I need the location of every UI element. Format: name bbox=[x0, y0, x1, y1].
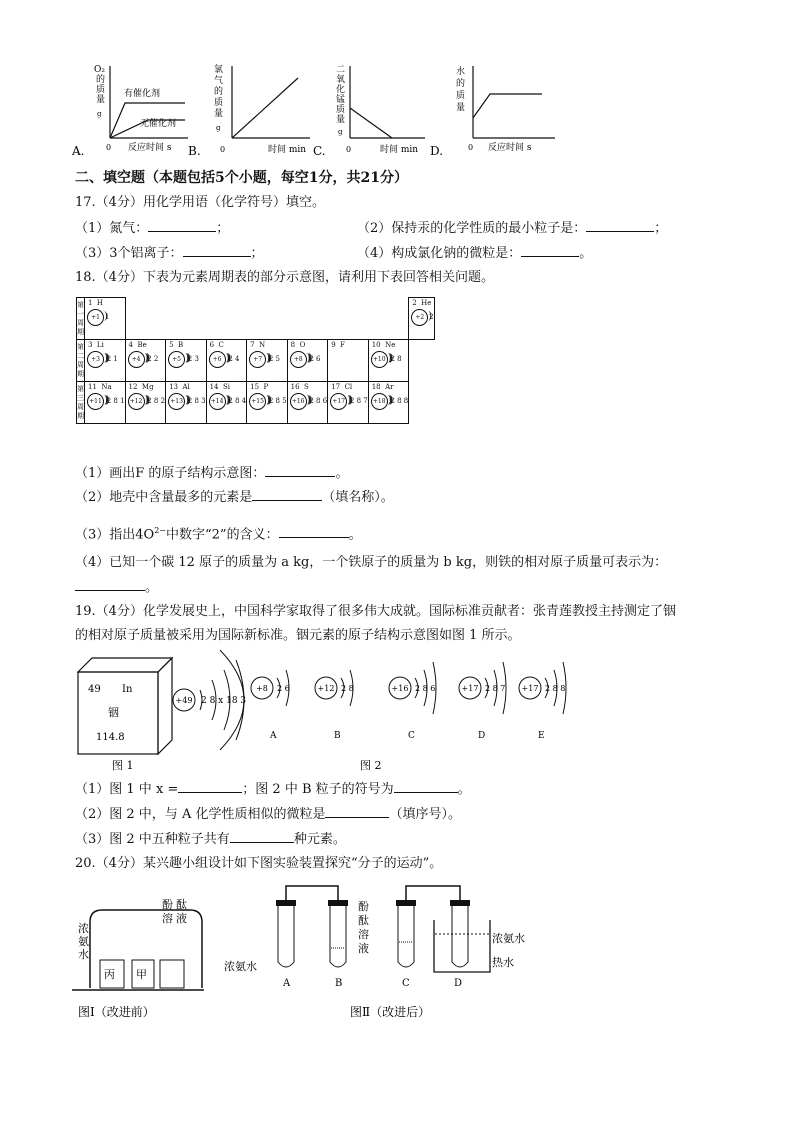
q17-part4 bbox=[357, 244, 592, 263]
svg-text:B: B bbox=[335, 978, 343, 989]
graph-b-origin: 0 bbox=[220, 145, 226, 154]
graph-a-curve2: 无催化剂 bbox=[140, 119, 177, 129]
card-symbol: In bbox=[122, 684, 133, 695]
particle-c bbox=[389, 662, 436, 741]
q19-part2: （2）图 2 中，与 A 化学性质相似的微粒是 （填序号）。 bbox=[75, 807, 461, 822]
q17-part3 bbox=[75, 244, 264, 263]
svg-text:2 8: 2 8 bbox=[341, 684, 354, 693]
graph-d-xlabel: 反应时间 s bbox=[488, 143, 532, 153]
svg-text:2 8 6: 2 8 6 bbox=[415, 684, 436, 693]
q17-p4-blank[interactable] bbox=[521, 244, 579, 257]
graph-d-ylabel-3: 量 bbox=[456, 103, 466, 113]
q18-p3-blank[interactable] bbox=[279, 525, 349, 538]
periodic-table bbox=[76, 297, 435, 424]
svg-text:E: E bbox=[538, 731, 545, 741]
svg-text:+12: +12 bbox=[317, 684, 335, 693]
card-number: 49 bbox=[88, 684, 101, 695]
graph-b-xlabel: 时间 min bbox=[268, 145, 307, 155]
svg-text:D: D bbox=[478, 731, 486, 741]
q18-part3: （3）指出$4O^{2-}$中数字“2”的含义： 。 bbox=[75, 526, 362, 543]
svg-text:C: C bbox=[408, 731, 415, 741]
graph-c-ylabel-1: 氧 bbox=[336, 75, 346, 85]
svg-text:酞: 酞 bbox=[176, 898, 187, 911]
fig2-apparatus-caption: 图Ⅱ（改进后） bbox=[350, 1005, 431, 1019]
q19-similar-blank[interactable] bbox=[325, 805, 389, 818]
particle-e bbox=[519, 662, 566, 741]
graph-d-ylabel-1: 的 bbox=[456, 79, 466, 89]
particle-b bbox=[315, 670, 354, 741]
svg-text:+17: +17 bbox=[461, 684, 479, 693]
svg-text:+16: +16 bbox=[391, 684, 409, 693]
element-na: 11 Na +11 )))2 8 1 bbox=[85, 382, 126, 424]
q19-part1: （1）图 1 中 x = ；图 2 中 B 粒子的符号为 。 bbox=[75, 782, 471, 797]
fig1-caption: 图 1 bbox=[112, 759, 134, 772]
graph-c-ylabel-2: 化 bbox=[336, 85, 346, 95]
element-c: 6 C +6 )))2 4 bbox=[206, 340, 247, 382]
element-he: 2 He +2 )2 bbox=[409, 298, 434, 340]
q18-p1-blank[interactable] bbox=[265, 464, 335, 477]
graph-a-ylabel-4: g bbox=[97, 110, 102, 118]
q18-part1: （1）画出F 的原子结构示意图： 。 bbox=[75, 466, 349, 481]
fig2-caption: 图 2 bbox=[360, 759, 382, 772]
svg-text:+17: +17 bbox=[521, 684, 539, 693]
graph-d-origin: 0 bbox=[468, 143, 474, 152]
card-mass: 114.8 bbox=[96, 732, 125, 743]
q19-b-symbol-blank[interactable] bbox=[394, 780, 458, 793]
q19-figures bbox=[70, 650, 566, 778]
graph-b-ylabel-5: g bbox=[216, 124, 221, 132]
q18-p2-blank[interactable] bbox=[252, 488, 322, 501]
answer-graphs bbox=[70, 58, 590, 163]
period-3-label: 第三周期 bbox=[77, 382, 85, 424]
svg-text:溶: 溶 bbox=[162, 912, 173, 925]
graph-c-letter: C. bbox=[313, 144, 326, 158]
graph-c bbox=[313, 65, 425, 158]
svg-text:浓: 浓 bbox=[78, 922, 89, 935]
element-n: 7 N +7 )))2 5 bbox=[247, 340, 288, 382]
graph-a-curve1: 有催化剂 bbox=[124, 89, 161, 99]
graph-c-ylabel-5: 量 bbox=[336, 115, 346, 125]
graph-b bbox=[188, 63, 310, 158]
element-h: 1 H +1 )1 bbox=[85, 298, 126, 340]
q17-p4-text: （4）构成氯化钠的微粒是： bbox=[357, 246, 522, 261]
q17-p3-sep: ； bbox=[250, 246, 264, 261]
q19-x-blank[interactable] bbox=[178, 780, 242, 793]
period-2-row bbox=[77, 340, 435, 382]
q17-p1-text: （1）氮气： bbox=[75, 221, 149, 236]
particle-a bbox=[251, 670, 290, 741]
q19-elements-blank[interactable] bbox=[230, 830, 294, 843]
graph-a-ylabel-3: 量 bbox=[96, 95, 106, 105]
graph-a-ylabel-2: 质 bbox=[96, 85, 106, 95]
svg-text:浓氨水: 浓氨水 bbox=[492, 932, 525, 945]
svg-text:热水: 热水 bbox=[492, 956, 514, 969]
q17-p2-blank[interactable] bbox=[586, 219, 654, 232]
graph-c-ylabel-6: g bbox=[338, 128, 343, 136]
svg-text:D: D bbox=[454, 978, 463, 989]
graph-a-letter: A. bbox=[72, 144, 85, 158]
indium-card bbox=[78, 658, 172, 754]
fig2-apparatus bbox=[224, 886, 525, 989]
q19-stem-1: 19.（4分）化学发展史上，中国科学家取得了很多伟大成就。国际标准贡献者：张青莲教授主持测定了铟 bbox=[75, 604, 676, 619]
graph-b-ylabel-3: 质 bbox=[214, 98, 224, 108]
q18-p4-blank[interactable] bbox=[75, 578, 145, 591]
element-f: 9 F bbox=[328, 340, 369, 382]
svg-text:A: A bbox=[270, 731, 277, 741]
q18-p1-text: （1）画出F 的原子结构示意图： bbox=[75, 466, 266, 481]
card-name: 铟 bbox=[108, 706, 119, 719]
svg-text:丙: 丙 bbox=[104, 968, 115, 981]
graph-c-ylabel-3: 锰 bbox=[336, 95, 346, 105]
q18-part2 bbox=[75, 488, 394, 507]
svg-text:+49: +49 bbox=[175, 696, 193, 705]
q17-p1-sep: ； bbox=[216, 221, 230, 236]
section-title: 二、填空题（本题包括5个小题，每空1分，共21分） bbox=[75, 170, 408, 186]
q17-p2-text: （2）保持汞的化学性质的最小粒子是： bbox=[357, 221, 587, 236]
q17-p3-blank[interactable] bbox=[183, 244, 251, 257]
indium-shell: 2 8 x 18 3 bbox=[201, 696, 247, 706]
element-li: 3 Li +3 )))2 1 bbox=[85, 340, 126, 382]
q18-p2-text: （2）地壳中含量最多的元素是 bbox=[75, 490, 253, 505]
element-mg: 12 Mg +12 )))2 8 2 bbox=[125, 382, 166, 424]
period-2-label: 第二周期 bbox=[77, 340, 85, 382]
graph-b-ylabel-0: 氯 bbox=[214, 65, 224, 75]
period-1-label: 第一周期 bbox=[77, 298, 85, 340]
graph-d-ylabel-0: 水 bbox=[456, 67, 466, 77]
graph-c-ylabel-4: 质 bbox=[336, 105, 346, 115]
q17-p3-text: （3）3个铝离子： bbox=[75, 246, 183, 261]
svg-text:酚: 酚 bbox=[358, 900, 369, 913]
q17-part2 bbox=[357, 219, 667, 238]
q18-stem: 18.（4分）下表为元素周期表的部分示意图，请利用下表回答相关问题。 bbox=[75, 270, 494, 285]
indium-atom bbox=[173, 650, 246, 750]
svg-text:+8: +8 bbox=[256, 684, 268, 693]
q20-apparatus bbox=[72, 880, 542, 1030]
q17-stem: 17.（4分）用化学用语（化学符号）填空。 bbox=[75, 195, 325, 210]
q17-part1 bbox=[75, 219, 229, 238]
particle-d bbox=[459, 662, 506, 741]
svg-text:酞: 酞 bbox=[358, 914, 369, 927]
q19-stem-2: 的相对原子质量被采用为国际新标准。铟元素的原子结构示意图如图 1 所示。 bbox=[75, 628, 521, 643]
q19-part3: （3）图 2 中五种粒子共有 种元素。 bbox=[75, 832, 346, 847]
element-al: 13 Al +13 )))2 8 3 bbox=[166, 382, 207, 424]
q17-p1-blank[interactable] bbox=[148, 219, 216, 232]
element-b: 5 B +5 )))2 3 bbox=[166, 340, 207, 382]
graph-a bbox=[71, 65, 188, 158]
svg-text:2 8 8: 2 8 8 bbox=[545, 684, 566, 693]
graph-b-ylabel-4: 量 bbox=[214, 109, 224, 119]
q18-part4-answer: 。 bbox=[75, 578, 158, 597]
svg-text:A: A bbox=[283, 978, 291, 989]
graph-d-ylabel-2: 质 bbox=[456, 91, 466, 101]
svg-text:酚: 酚 bbox=[162, 898, 173, 911]
graph-b-ylabel-1: 气 bbox=[214, 76, 224, 86]
graph-c-xlabel: 时间 min bbox=[380, 145, 419, 155]
q18-part4-text: （4）已知一个碳 12 原子的质量为 a kg，一个铁原子的质量为 b kg，则铁的相对原子质量可表示为： bbox=[75, 555, 668, 570]
svg-text:液: 液 bbox=[176, 912, 187, 925]
svg-text:2 6: 2 6 bbox=[277, 684, 290, 693]
period-1-gap bbox=[125, 298, 409, 340]
element-o: 8 O +8 )))2 6 bbox=[287, 340, 328, 382]
element-ar: 18 Ar +18 )))2 8 8 bbox=[368, 382, 409, 424]
graph-c-ylabel-0: 二 bbox=[336, 65, 346, 75]
graph-b-letter: B. bbox=[188, 144, 201, 158]
element-p: 15 P +15 )))2 8 5 bbox=[247, 382, 288, 424]
svg-text:液: 液 bbox=[358, 942, 369, 955]
fig1-apparatus bbox=[72, 897, 204, 990]
graph-c-origin: 0 bbox=[346, 145, 352, 154]
q20-stem: 20.（4分）某兴趣小组设计如下图实验装置探究“分子的运动”。 bbox=[75, 856, 443, 871]
svg-text:C: C bbox=[402, 978, 410, 989]
svg-text:溶: 溶 bbox=[358, 928, 369, 941]
graph-a-xlabel: 反应时间 s bbox=[128, 143, 172, 153]
svg-text:甲: 甲 bbox=[136, 968, 147, 981]
graph-b-ylabel-2: 的 bbox=[214, 87, 224, 97]
graph-a-origin: 0 bbox=[106, 143, 112, 152]
q17-p4-end: 。 bbox=[579, 246, 593, 261]
element-ne: 10 Ne +10 )))2 8 bbox=[368, 340, 409, 382]
q17-p2-sep: ； bbox=[654, 221, 668, 236]
fig1-apparatus-caption: 图Ⅰ（改进前） bbox=[78, 1005, 155, 1019]
element-s: 16 S +16 )))2 8 6 bbox=[287, 382, 328, 424]
period-3-row bbox=[77, 382, 435, 424]
svg-text:氨: 氨 bbox=[78, 935, 89, 948]
graph-a-ylabel-1: 的 bbox=[96, 75, 106, 85]
particles-fig2 bbox=[251, 662, 566, 741]
graph-a-ylabel-0: O₂ bbox=[94, 65, 105, 75]
svg-text:2 8 7: 2 8 7 bbox=[485, 684, 506, 693]
svg-text:浓氨水: 浓氨水 bbox=[224, 960, 257, 973]
graph-d bbox=[430, 65, 555, 158]
q18-p2-end: （填名称）。 bbox=[322, 490, 394, 505]
graph-d-letter: D. bbox=[430, 144, 444, 158]
svg-text:B: B bbox=[334, 731, 341, 741]
element-cl: 17 Cl +17 )))2 8 7 bbox=[328, 382, 369, 424]
element-be: 4 Be +4 )))2 2 bbox=[125, 340, 166, 382]
svg-text:水: 水 bbox=[78, 948, 89, 961]
element-si: 14 Si +14 )))2 8 4 bbox=[206, 382, 247, 424]
